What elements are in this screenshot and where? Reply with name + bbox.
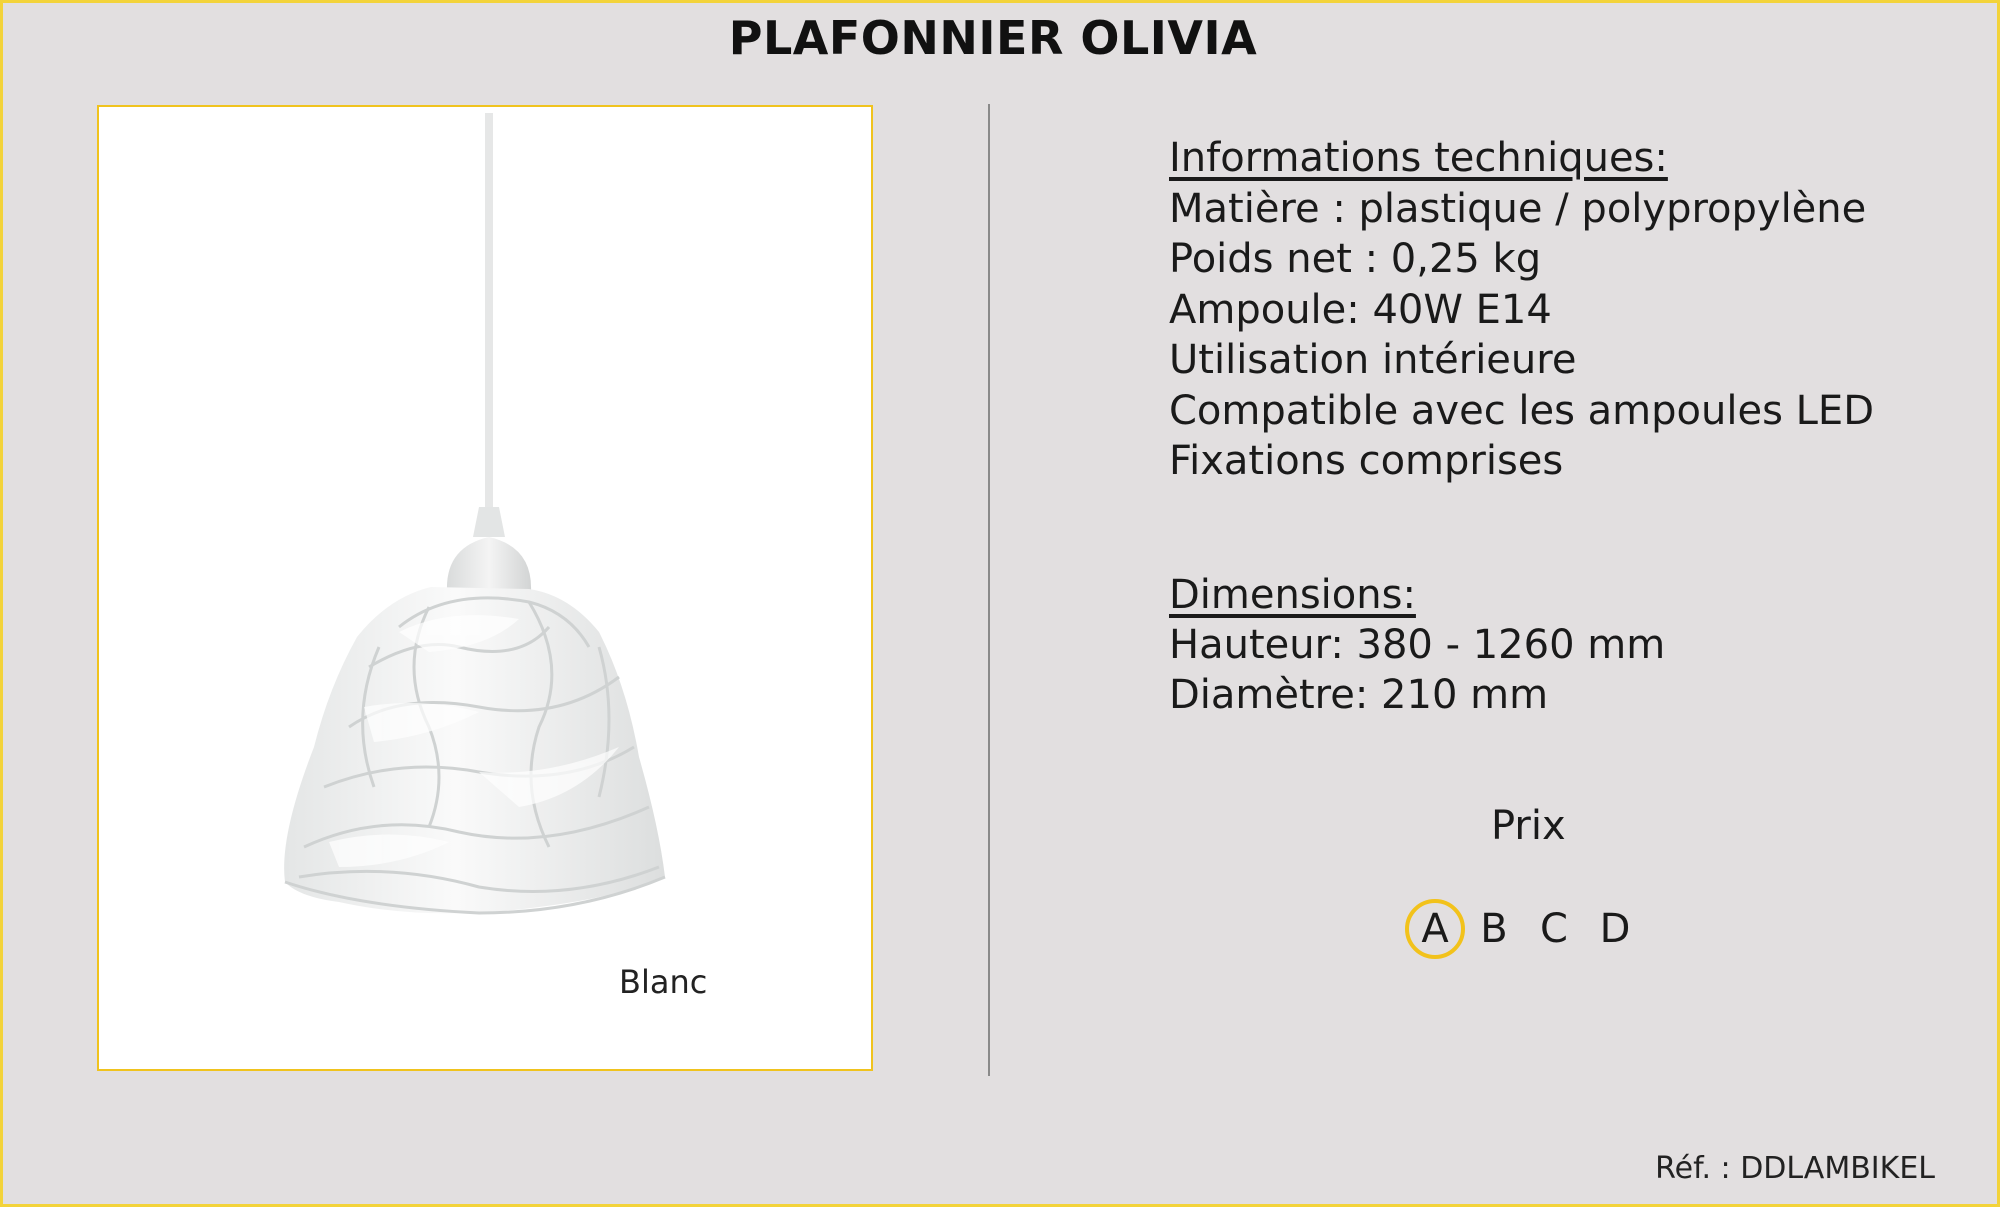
- spec-usage: Utilisation intérieure: [1169, 337, 1577, 383]
- price-class-a[interactable]: A: [1405, 899, 1465, 959]
- dimension-diameter: Diamètre: 210 mm: [1169, 672, 1549, 718]
- product-reference: Réf. : DDLAMBIKEL: [1655, 1151, 1935, 1186]
- price-label: Prix: [1491, 803, 1566, 849]
- color-label: Blanc: [619, 963, 708, 1001]
- price-class-b[interactable]: B: [1480, 906, 1508, 952]
- product-photo-frame: [97, 105, 873, 1071]
- price-class-c[interactable]: C: [1540, 906, 1568, 952]
- spec-fixings: Fixations comprises: [1169, 438, 1564, 484]
- page-title: PLAFONNIER OLIVIA: [728, 11, 1258, 65]
- dimensions: [1169, 570, 1665, 720]
- spec-material: Matière : plastique / polypropylène: [1169, 185, 1867, 232]
- dimensions-heading: Dimensions:: [1169, 572, 1416, 618]
- vertical-divider: [988, 104, 990, 1076]
- spec-weight: Poids net : 0,25 kg: [1169, 236, 1542, 282]
- pendant-lamp-illustration: [99, 107, 871, 1069]
- spec-led: Compatible avec les ampoules LED: [1169, 387, 1874, 434]
- technical-info-heading: Informations techniques:: [1169, 135, 1668, 181]
- dimension-height: Hauteur: 380 - 1260 mm: [1169, 622, 1666, 668]
- price-class-d[interactable]: D: [1599, 906, 1631, 952]
- technical-info: [1169, 133, 1874, 487]
- spec-bulb: Ampoule: 40W E14: [1169, 286, 1552, 333]
